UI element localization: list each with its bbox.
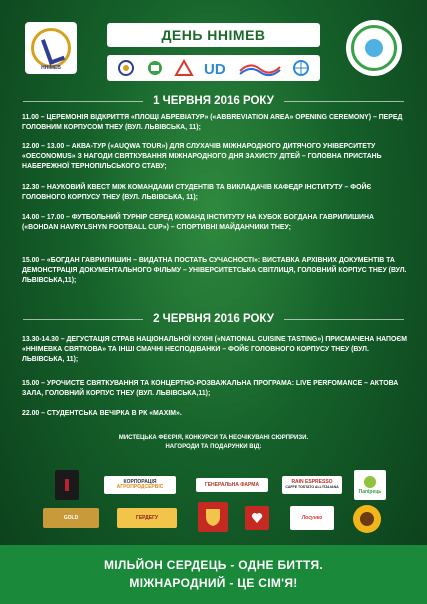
sponsor-agroprod-label: КОРПОРАЦІЯ <box>123 478 157 485</box>
prizes-note <box>0 434 427 452</box>
wave-logo-icon <box>238 59 282 77</box>
sponsor-gold-logo: GOLD <box>43 508 99 528</box>
day2-date: 2 ЧЕРВНЯ 2016 РОКУ <box>153 313 274 325</box>
festival-ring-icon <box>351 25 397 71</box>
leaf-icon <box>363 475 377 489</box>
heart-icon <box>250 511 264 525</box>
institute-logo-text: ННІМЕВ <box>41 65 61 71</box>
event-item: 12.30 – НАУКОВИЙ КВЕСТ МІЖ КОМАНДАМИ СТУДЕНТІВ ТА ВИКЛАДАЧІВ КАФЕДР ІНСТИТУТУ – ФОЙЄ ГОЛОВНОГО КОРПУСУ ТНЕУ (ВУЛ. ЛЬВІВСЬКА, 11); <box>22 184 372 201</box>
event-item: 15.00 – УРОЧИСТЕ СВЯТКУВАННЯ ТА КОНЦЕРТНО-РОЗВАЖАЛЬНА ПРОГРАМА: LIVE PERFOMANCE – АКТОВА ЗАЛА, ГОЛОВНИЙ КОРПУС ТНЕУ (ВУЛ. ЛЬВІВСЬКА,11); <box>22 380 399 397</box>
event-item: 22.00 – СТУДЕНТСЬКА ВЕЧІРКА В РК «MAXIM». <box>22 410 182 417</box>
festival-logo <box>346 20 402 76</box>
sponsor-red-logo <box>245 506 269 530</box>
day1-heading <box>0 95 427 107</box>
sponsor-espresso-logo <box>282 476 342 494</box>
globe-icon <box>365 39 383 57</box>
event-item: 15.00 – «БОГДАН ГАВРИЛИШИН – ВИДАТНА ПОСТАТЬ СУЧАСНОСТІ»: ВИСТАВКА АРХІВНИХ ДОКУМЕНТІВ ТА ДЕМОНСТРАЦІЯ ДОКУМЕНТАЛЬНОГО ФІЛЬМУ – УНІВЕРСИТЕТСЬКА СВІТЛИЦЯ, ГОЛОВНИЙ КОРПУС ТНЕУ (ВУЛ. ЛЬВІВСЬКА,11); <box>22 257 407 284</box>
slogan-line1: МІЛЬЙОН СЕРДЕЦЬ - ОДНЕ БИТТЯ. <box>104 558 323 572</box>
sponsor-pharm-logo: ГЕНЕРАЛЬНА ФАРМА <box>196 478 268 492</box>
day1-date: 1 ЧЕРВНЯ 2016 РОКУ <box>153 95 274 107</box>
page-title: ДЕНЬ ННІМЕВ <box>107 23 320 47</box>
svg-text:UD: UD <box>204 61 226 77</box>
slogan-line2: МІЖНАРОДНИЙ - ЦЕ СІМ'Я! <box>129 576 298 590</box>
triangle-logo-icon <box>174 59 194 77</box>
divider <box>284 101 404 102</box>
sponsor-crest-logo <box>198 502 228 532</box>
day2-heading <box>0 313 427 325</box>
event-item: 11.00 – ЦЕРЕМОНІЯ ВІДКРИТТЯ «ПЛОЩІ АБРЕВІАТУР» («ABBREVIATION AREA» OPENING CEREMONY) – ПЕРЕД ГОЛОВНИМ КОРПУСОМ ТНЕУ (ВУЛ. ЛЬВІВСЬКА, 11); <box>22 114 403 131</box>
sponsor-lotus-logo <box>354 470 386 500</box>
sponsor-agroprod-name: АГРОПРОДСЕРВІС <box>116 484 164 490</box>
sponsor-losunko-logo: Лосунко <box>290 506 334 530</box>
prizes-note-line1: МИСТЕЦЬКА ФЕЄРІЯ, КОНКУРСИ ТА НЕОЧІКУВАНІ СЮРПРИЗИ. <box>118 435 309 441</box>
ukraine-logo-icon <box>145 59 165 77</box>
sunflower-icon <box>351 503 383 535</box>
sponsor-sun-logo <box>350 502 384 536</box>
prizes-note-line2: НАГОРОДИ ТА ПОДАРУНКИ ВІД: <box>165 444 262 450</box>
sponsor-espresso-name: RAIN ESPRESSO <box>291 479 333 486</box>
event-item: 14.00 – 17.00 – ФУТБОЛЬНИЙ ТУРНІР СЕРЕД КОМАНД ІНСТИТУТУ НА КУБОК БОГДАНА ГАВРИЛИШИНА («BOHDAN HAVRYLSHYN FOOTBALL CUP») – СПОРТИВНІ МАЙДАНЧИКИ ТНЕУ; <box>22 214 374 231</box>
sponsor-agroprod-logo <box>104 476 176 494</box>
sponsor-lotus-name: Папірець <box>358 489 382 495</box>
event-item: 13.30-14.30 – ДЕГУСТАЦІЯ СТРАВ НАЦІОНАЛЬНОЇ КУХНІ («NATIONAL CUISINE TASTING») ПРИСМАЧЕНА НАПОЄМ «ННІМЕВКА СВЯТКОВА» ТА ІНШІ СМАЧНІ НЕСПОДІВАНКИ – ФОЙЄ ГОЛОВНОГО КОРПУСУ ТНЕУ (ВУЛ. ЛЬВІВСЬКА, 11); <box>22 336 408 363</box>
sponsor-dark-logo <box>55 470 79 500</box>
event-item: 12.00 – 13.00 – АКВА-ТУР («AUQWA TOUR») ДЛЯ СЛУХАЧІВ МІЖНАРОДНОГО ДИТЯЧОГО УНІВЕРСИТЕТУ «OECONOMUS» З НАГОДИ СВЯТКУВАННЯ МІЖНАРОДНОГО ДНЯ ЗАХИСТУ ДІТЕЙ – ГОЛОВНА ПРИСТАНЬ НАБЕРЕЖНОЇ ТЕРНОПІЛЬСЬКОГО СТАВУ; <box>22 143 382 170</box>
divider <box>23 101 143 102</box>
partner-logo-strip <box>107 55 320 81</box>
crest-icon <box>204 507 222 527</box>
sponsor-espresso-sub: CAFFE TOSTATO ALL'ITALIANA <box>285 484 339 489</box>
sponsor-logos <box>0 470 427 542</box>
slogan-banner <box>0 545 427 604</box>
uo-logo-icon <box>203 59 229 77</box>
tneu-logo-icon <box>116 59 136 77</box>
sponsor-gerdegu-logo: ГЕРДЕГУ <box>117 508 177 528</box>
divider <box>284 319 404 320</box>
global-logo-icon <box>291 59 311 77</box>
divider <box>23 319 143 320</box>
institute-mark-icon <box>31 28 71 68</box>
institute-logo <box>25 22 77 74</box>
bottle-icon <box>61 478 73 492</box>
